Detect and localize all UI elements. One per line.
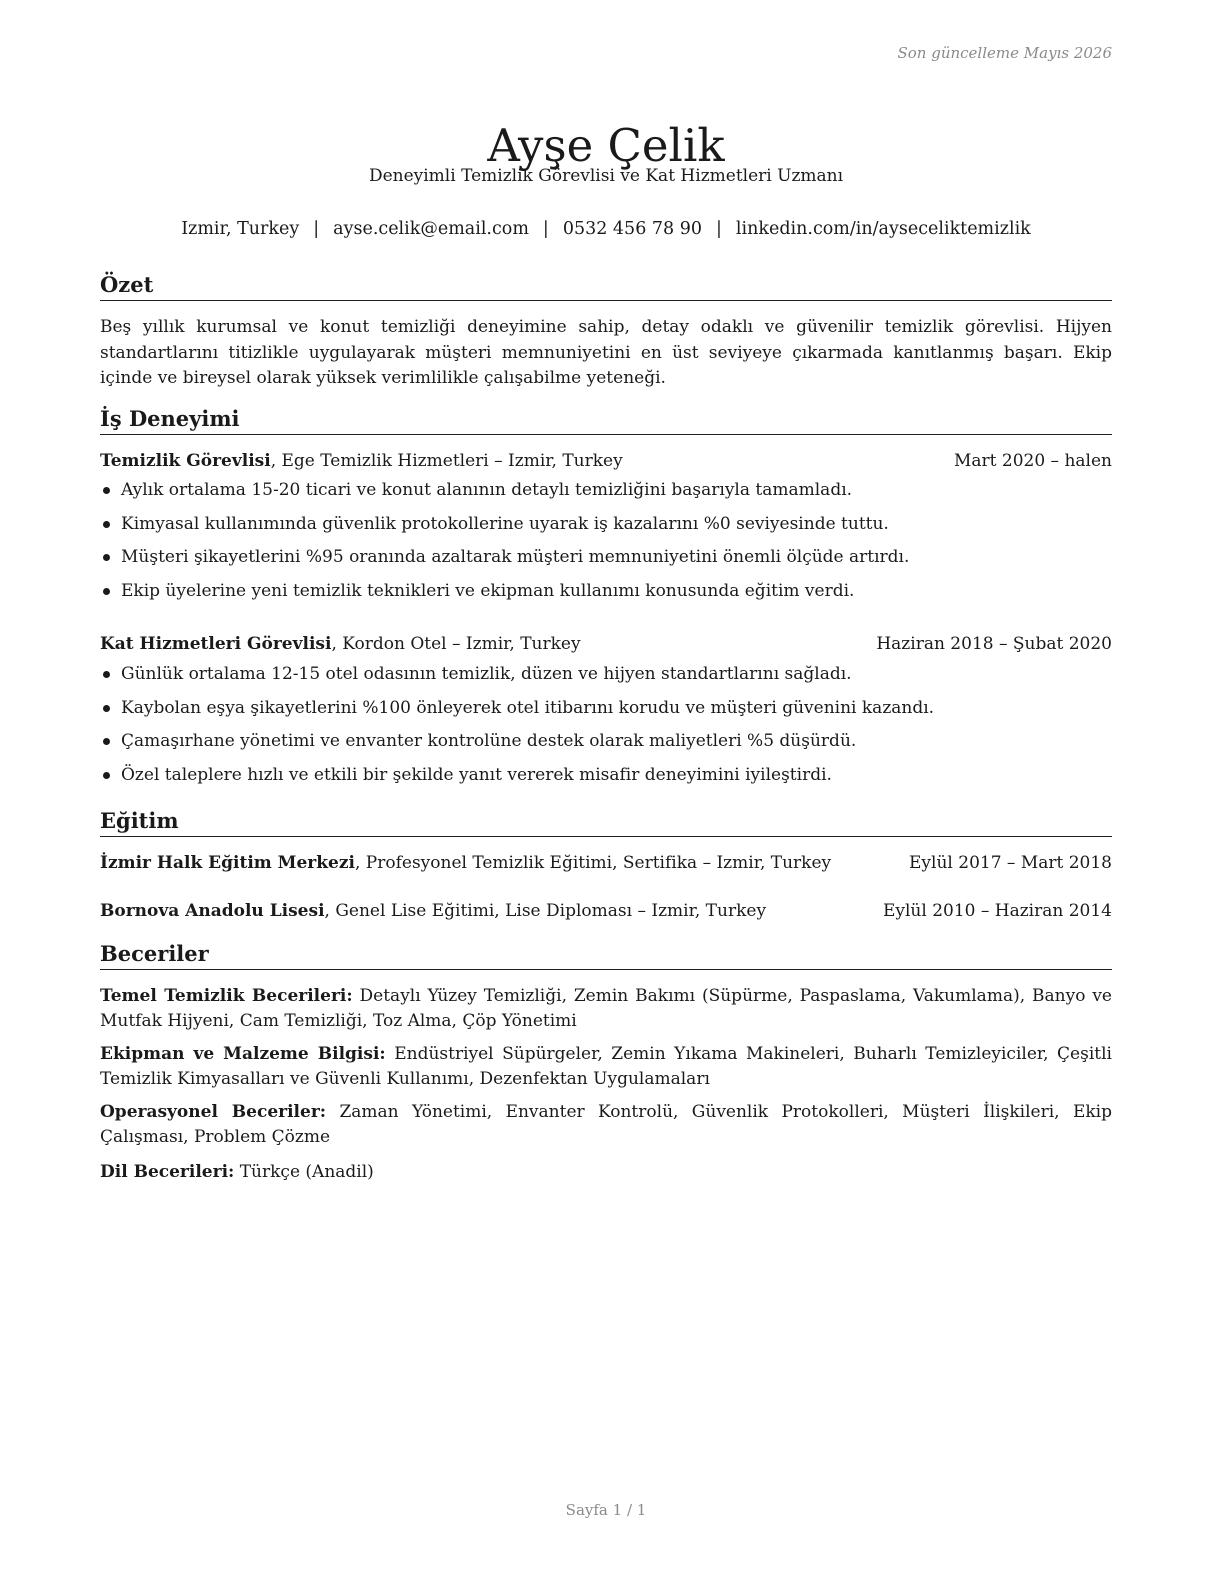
experience-company: , Kordon Otel – Izmir, Turkey bbox=[331, 634, 581, 654]
education-school-details bbox=[100, 899, 766, 923]
last-updated-note: Son güncelleme Mayıs 2026 bbox=[897, 44, 1112, 62]
list-item bbox=[100, 763, 1112, 797]
bullet-text: Müşteri şikayetlerini %95 oranında azaltarak müşteri memnuniyetini önemli ölçüde artırdı. bbox=[121, 547, 910, 568]
experience-role: Kat Hizmetleri Görevlisi bbox=[100, 634, 332, 654]
bullet-text: Kaybolan eşya şikayetlerini %100 önleyerek otel itibarını korudu ve müşteri güvenini kazandı. bbox=[121, 697, 935, 718]
education-details: , Genel Lise Eğitimi, Lise Diploması – Izmir, Turkey bbox=[324, 901, 767, 921]
experience-company: , Ege Temizlik Hizmetleri – Izmir, Turkey bbox=[270, 451, 623, 471]
skill-text: Zaman Yönetimi, Envanter Kontrolü, Güvenlik Protokolleri, Müşteri İlişkileri, Ekip Çalışması, Problem Çözme bbox=[100, 1102, 1112, 1147]
skill-group bbox=[100, 1160, 1112, 1185]
skill-group bbox=[100, 984, 1112, 1034]
section-title-experience: İş Deneyimi bbox=[100, 405, 1112, 435]
bullet-icon bbox=[103, 705, 110, 712]
education-school: Bornova Anadolu Lisesi bbox=[100, 901, 325, 921]
skill-group bbox=[100, 1100, 1112, 1150]
skill-label: Operasyonel Beceriler: bbox=[100, 1102, 327, 1122]
contact-separator: | bbox=[313, 219, 320, 239]
skill-text: Detaylı Yüzey Temizliği, Zemin Bakımı (Süpürme, Paspaslama, Vakumlama), Banyo ve Mutfak Hijyeni, Cam Temizliği, Toz Alma, Çöp Yönetimi bbox=[100, 986, 1112, 1031]
experience-role-company bbox=[100, 449, 623, 473]
bullet-text: Ekip üyelerine yeni temizlik teknikleri ve ekipman kullanımı konusunda eğitim verdi. bbox=[121, 581, 855, 602]
list-item bbox=[100, 729, 1112, 763]
contact-separator: | bbox=[542, 219, 549, 239]
education-school-details bbox=[100, 851, 831, 875]
bullet-text: Çamaşırhane yönetimi ve envanter kontrolüne destek olarak maliyetleri %5 düşürdü. bbox=[121, 731, 857, 752]
bullet-icon bbox=[103, 487, 110, 494]
contact-separator: | bbox=[716, 219, 722, 239]
summary-text: Beş yıllık kurumsal ve konut temizliği deneyimine sahip, detay odaklı ve güvenilir temizlik görevlisi. Hijyen standartlarını titizlikle uygulayarak müşteri memnuniyetini en üst seviyeye çıkarmada kanıtlanmış başarı. Ekip içinde ve bireysel olarak yüksek verimlilikle çalışabilme yeteneği. bbox=[100, 317, 1112, 388]
education-dates: Eylül 2017 – Mart 2018 bbox=[909, 853, 1112, 873]
contact-email[interactable]: ayse.celik@email.com bbox=[333, 219, 529, 239]
skill-group bbox=[100, 1042, 1112, 1092]
experience-role-company bbox=[100, 632, 581, 656]
contact-linkedin[interactable]: linkedin.com/in/ayseceliktemizlik bbox=[735, 219, 1031, 239]
list-item bbox=[100, 545, 1112, 579]
experience-entry-header bbox=[100, 632, 1112, 656]
experience-dates: Haziran 2018 – Şubat 2020 bbox=[876, 634, 1112, 654]
section-title-education: Eğitim bbox=[100, 807, 1112, 837]
resume-page bbox=[100, 0, 1112, 1584]
candidate-headline: Deneyimli Temizlik Görevlisi ve Kat Hizmetleri Uzmanı bbox=[368, 166, 844, 186]
bullet-icon bbox=[103, 588, 110, 595]
bullet-icon bbox=[103, 772, 110, 779]
section-title-summary: Özet bbox=[100, 271, 1112, 301]
contact-phone[interactable]: 0532 456 78 90 bbox=[562, 219, 702, 239]
bullet-text: Aylık ortalama 15-20 ticari ve konut alanının detaylı temizliğini başarıyla tamamladı. bbox=[121, 480, 853, 500]
experience-bullets bbox=[100, 478, 1112, 613]
education-entry bbox=[100, 851, 1112, 875]
bullet-icon bbox=[103, 521, 110, 528]
contact-line bbox=[100, 219, 1112, 239]
education-entry bbox=[100, 899, 1112, 923]
section-title-skills: Beceriler bbox=[100, 940, 1112, 970]
list-item bbox=[100, 696, 1112, 730]
experience-dates: Mart 2020 – halen bbox=[953, 451, 1112, 471]
page-number: Sayfa 1 / 1 bbox=[565, 1501, 647, 1519]
bullet-icon bbox=[103, 671, 110, 678]
skill-label: Temel Temizlik Becerileri: bbox=[100, 986, 353, 1006]
bullet-text: Kimyasal kullanımında güvenlik protokollerine uyarak iş kazalarını %0 seviyesinde tuttu. bbox=[121, 513, 889, 534]
bullet-text: Günlük ortalama 12-15 otel odasının temizlik, düzen ve hijyen standartlarını sağladı. bbox=[121, 664, 852, 684]
bullet-icon bbox=[103, 738, 110, 745]
skill-text: Endüstriyel Süpürgeler, Zemin Yıkama Makineleri, Buharlı Temizleyiciler, Çeşitli Temizlik Kimyasalları ve Güvenli Kullanımı, Dezenfektan Uygulamaları bbox=[100, 1044, 1112, 1089]
experience-role: Temizlik Görevlisi bbox=[100, 451, 271, 471]
education-details: , Profesyonel Temizlik Eğitimi, Sertifika – Izmir, Turkey bbox=[354, 853, 832, 873]
list-item bbox=[100, 512, 1112, 546]
education-school: İzmir Halk Eğitim Merkezi bbox=[100, 853, 355, 873]
skill-text: Türkçe (Anadil) bbox=[234, 1162, 374, 1182]
list-item bbox=[100, 662, 1112, 696]
list-item bbox=[100, 478, 1112, 512]
experience-bullets bbox=[100, 662, 1112, 797]
bullet-text: Özel taleplere hızlı ve etkili bir şekilde yanıt vererek misafir deneyimini iyileştirdi. bbox=[121, 765, 832, 786]
candidate-name: Ayşe Çelik bbox=[487, 119, 725, 173]
education-dates: Eylül 2010 – Haziran 2014 bbox=[882, 901, 1112, 921]
experience-entry-header bbox=[100, 449, 1112, 473]
contact-location: Izmir, Turkey bbox=[181, 219, 300, 239]
skill-label: Dil Becerileri: bbox=[100, 1162, 235, 1182]
list-item bbox=[100, 579, 1112, 613]
skill-label: Ekipman ve Malzeme Bilgisi: bbox=[100, 1044, 386, 1064]
bullet-icon bbox=[103, 554, 110, 561]
